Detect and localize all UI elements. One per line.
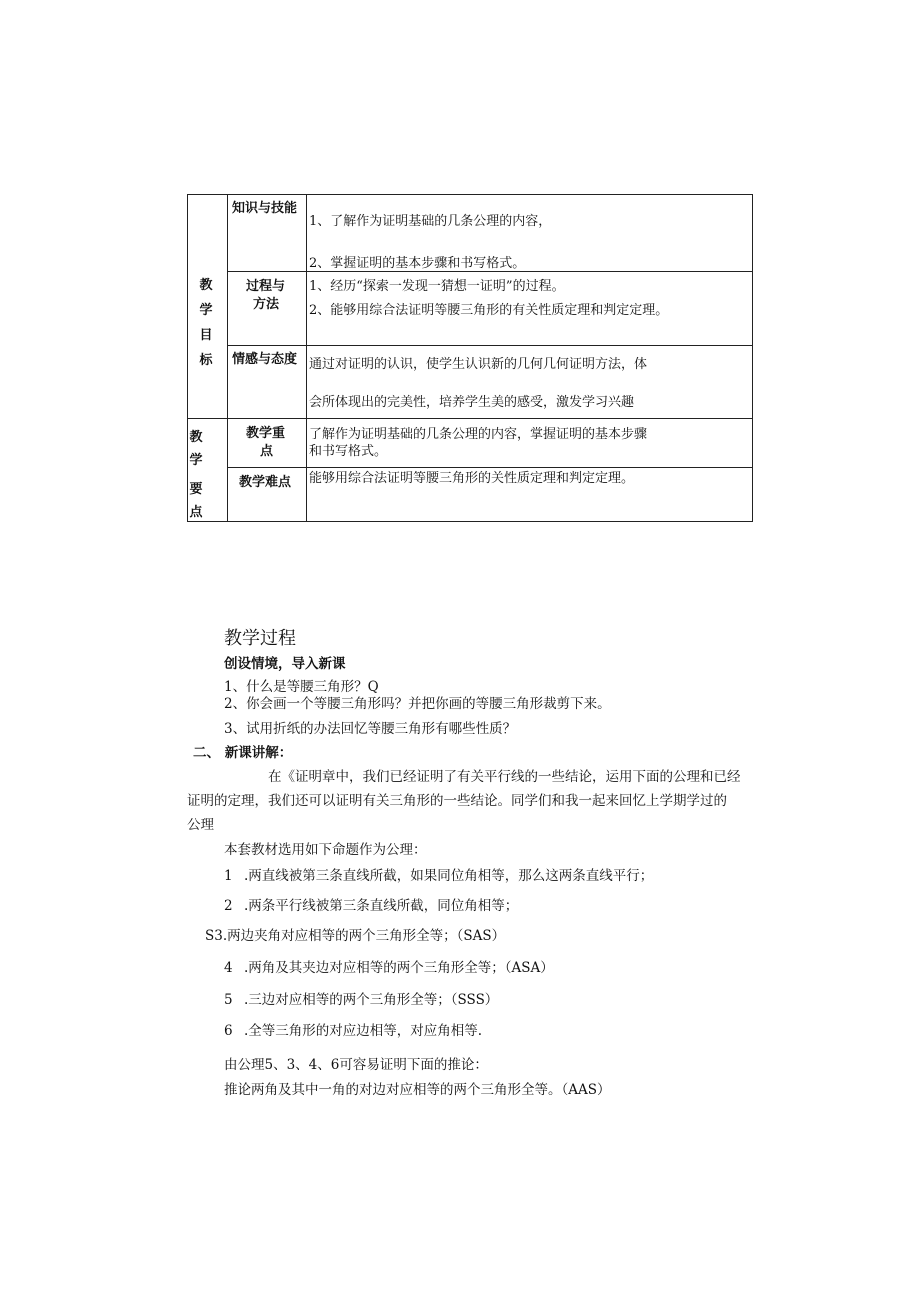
axiom-item: 2 .两条平行线被第三条直线所截，同位角相等；	[224, 898, 519, 914]
focus-label-2: 点	[260, 444, 274, 459]
question-1: 1、什么是等腰三角形？Q	[224, 679, 379, 695]
axiom-item: 1 .两直线被第三条直线所截，如果同位角相等，那么这两条直线平行；	[224, 868, 654, 884]
process-heading: 教学过程	[224, 628, 296, 649]
paragraph-1-line-2: 证明的定理，我们还可以证明有关三角形的一些结论。同学们和我一起来回忆上学期学过的	[187, 793, 727, 809]
paragraph-2: 本套教材选用如下命题作为公理：	[224, 842, 427, 858]
key-points-group-label: 教 学 要 点	[189, 430, 203, 520]
process-line-1: 1、经历“探索一发现一猜想一证明”的过程。	[309, 279, 565, 294]
corollary-intro: 由公理5、3、4、6可容易证明下面的推论：	[224, 1057, 488, 1073]
paragraph-1-line-3: 公理	[187, 817, 214, 833]
axiom-item: S3.两边夹角对应相等的两个三角形全等；（SAS）	[205, 928, 506, 944]
emotion-line-2: 会所体现出的完美性，培养学生美的感受，激发学习兴趣	[309, 395, 635, 410]
knowledge-line-1: 1、了解作为证明基础的几条公理的内容，	[309, 214, 552, 229]
knowledge-label: 知识与技能	[232, 201, 298, 216]
difficulty-line-1: 能够用综合法证明等腰三角形的关性质定理和判定定理。	[309, 471, 635, 486]
focus-label-1: 教学重	[246, 426, 286, 441]
section1-title: 创设情境，导入新课	[224, 656, 346, 672]
emotion-line-1: 通过对证明的认识，使学生认识新的几何几何证明方法，体	[309, 357, 648, 372]
knowledge-line-2: 2、掌握证明的基本步骤和书写格式。	[309, 256, 526, 271]
axiom-item: 4 .两角及其夹边对应相等的两个三角形全等；（ASA）	[224, 960, 554, 976]
paragraph-1-line-1: 在《证明章中，我们已经证明了有关平行线的一些结论，运用下面的公理和已经	[268, 769, 741, 785]
difficulty-label: 教学难点	[239, 475, 292, 490]
process-label-2: 方法	[253, 297, 280, 312]
goals-group-label: 教 学 目 标	[199, 278, 213, 368]
axiom-item: 6 .全等三角形的对应边相等，对应角相等.	[224, 1023, 483, 1039]
section2-title: 二、 新课讲解：	[193, 745, 293, 761]
process-label-1: 过程与	[246, 279, 286, 294]
focus-line-2: 和书写格式。	[309, 444, 388, 459]
question-2: 2、你会画一个等腰三角形吗？并把你画的等腰三角形裁剪下来。	[224, 696, 611, 712]
process-line-2: 2、能够用综合法证明等腰三角形的有关性质定理和判定定理。	[309, 303, 669, 318]
emotion-label: 情感与态度	[232, 352, 298, 367]
corollary: 推论两角及其中一角的对边对应相等的两个三角形全等。（AAS）	[224, 1082, 611, 1098]
axiom-item: 5 .三边对应相等的两个三角形全等；（SSS）	[224, 992, 499, 1008]
focus-line-1: 了解作为证明基础的几条公理的内容，掌握证明的基本步骤	[309, 427, 648, 442]
question-3: 3、试用折纸的办法回忆等腰三角形有哪些性质？	[224, 721, 517, 737]
